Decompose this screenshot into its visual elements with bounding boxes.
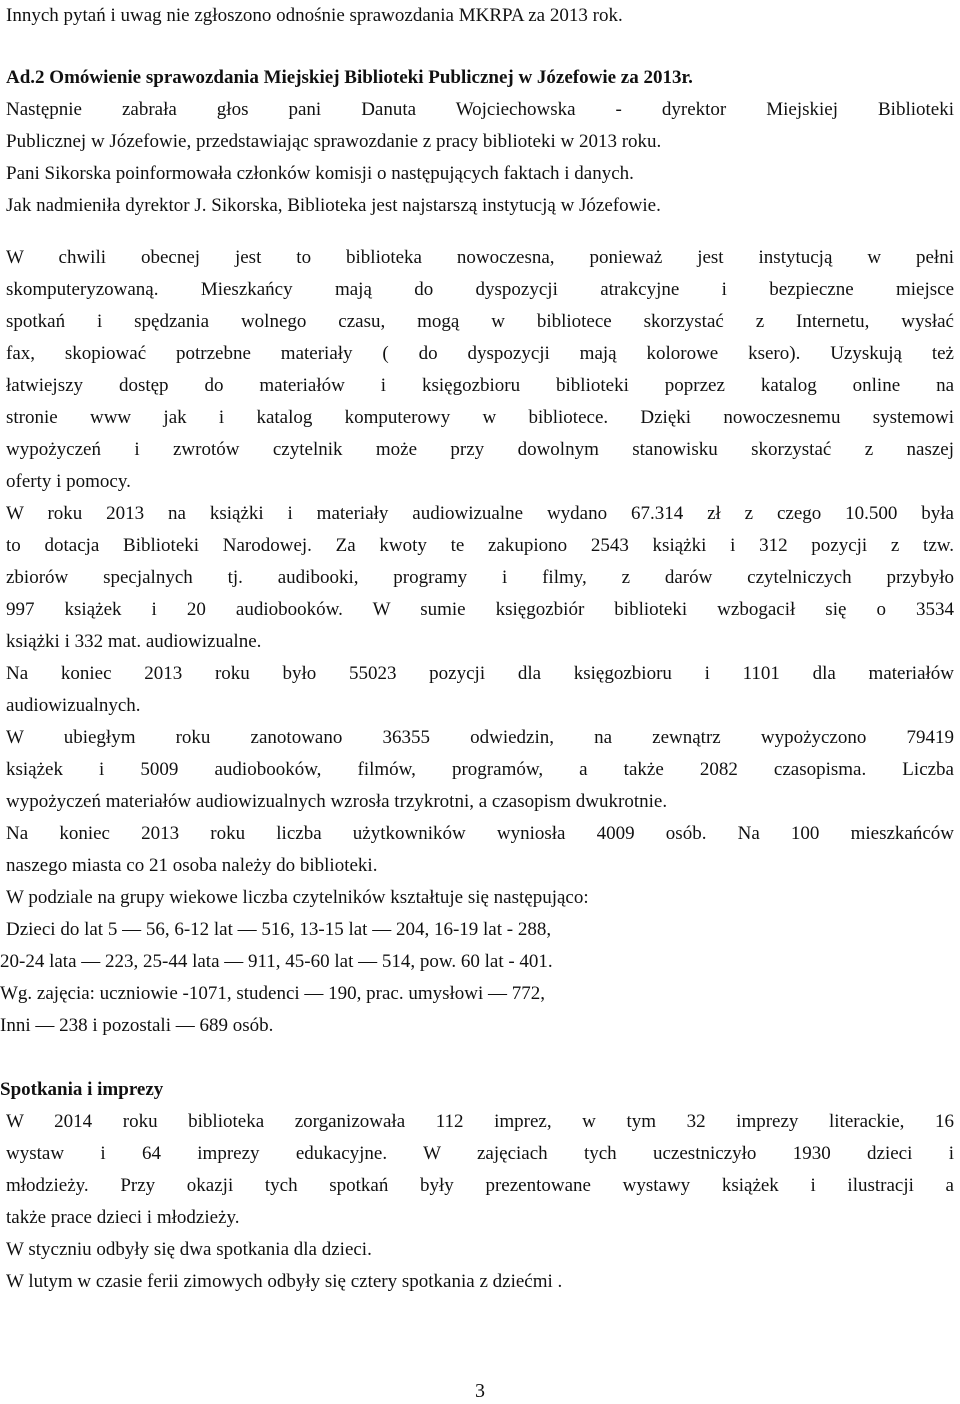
- paragraph-line: Pani Sikorska poinformowała członków komisji o następujących faktach i danych.: [6, 163, 634, 184]
- paragraph-line: W ubiegłym roku zanotowano 36355 odwiedzin, na zewnątrz wypożyczono 79419: [6, 727, 954, 748]
- age-group-line: Dzieci do lat 5 — 56, 6-12 lat — 516, 13-15 lat — 204, 16-19 lat - 288,: [6, 919, 552, 940]
- paragraph-line: Na koniec 2013 roku było 55023 pozycji dla księgozbioru i 1101 dla materiałów: [6, 663, 954, 684]
- paragraph-line: książki i 332 mat. audiowizualne.: [6, 631, 262, 652]
- paragraph-line: Jak nadmieniła dyrektor J. Sikorska, Biblioteka jest najstarszą instytucją w Józefowie.: [6, 195, 661, 216]
- paragraph-line: zbiorów specjalnych tj. audibooki, programy i filmy, z darów czytelniczych przybyło: [6, 567, 954, 588]
- paragraph-line: naszego miasta co 21 osoba należy do biblioteki.: [6, 855, 378, 876]
- paragraph-line: audiowizualnych.: [6, 695, 141, 716]
- paragraph-line: także prace dzieci i młodzieży.: [6, 1207, 240, 1228]
- occupation-line: Inni — 238 i pozostali — 689 osób.: [0, 1015, 274, 1036]
- age-group-line: 20-24 lata — 223, 25-44 lata — 911, 45-60 lat — 514, pow. 60 lat - 401.: [0, 951, 553, 972]
- paragraph-line: skomputeryzowaną. Mieszkańcy mają do dyspozycji atrakcyjne i bezpieczne miejsce: [6, 279, 954, 300]
- section-heading: Ad.2 Omówienie sprawozdania Miejskiej Biblioteki Publicznej w Józefowie za 2013r.: [6, 67, 693, 88]
- paragraph-line: W lutym w czasie ferii zimowych odbyły się cztery spotkania z dziećmi .: [6, 1271, 563, 1292]
- paragraph-line: wypożyczeń materiałów audiowizualnych wzrosła trzykrotni, a czasopism dwukrotnie.: [6, 791, 668, 812]
- paragraph-line: W styczniu odbyły się dwa spotkania dla dzieci.: [6, 1239, 372, 1260]
- paragraph-line: łatwiejszy dostęp do materiałów i księgozbioru biblioteki poprzez katalog online na: [6, 375, 954, 396]
- paragraph-line: 997 książek i 20 audiobooków. W sumie księgozbiór biblioteki wzbogacił się o 3534: [6, 599, 954, 620]
- paragraph-line: W chwili obecnej jest to biblioteka nowoczesna, ponieważ jest instytucją w pełni: [6, 247, 954, 268]
- paragraph-line: fax, skopiować potrzebne materiały ( do dyspozycji mają kolorowe ksero). Uzyskują też: [6, 343, 954, 364]
- paragraph-line: stronie www jak i katalog komputerowy w bibliotece. Dzięki nowoczesnemu systemowi: [6, 407, 954, 428]
- occupation-line: Wg. zajęcia: uczniowie -1071, studenci — 190, prac. umysłowi — 772,: [0, 983, 546, 1004]
- paragraph-line: młodzieży. Przy okazji tych spotkań były prezentowane wystawy książek i ilustracji a: [6, 1175, 954, 1196]
- paragraph-line: to dotacja Biblioteki Narodowej. Za kwoty te zakupiono 2543 książki i 312 pozycji z tzw.: [6, 535, 954, 556]
- paragraph-line: Publicznej w Józefowie, przedstawiając sprawozdanie z pracy biblioteki w 2013 roku.: [6, 131, 662, 152]
- paragraph-line: Następnie zabrała głos pani Danuta Wojciechowska - dyrektor Miejskiej Biblioteki: [6, 99, 954, 120]
- paragraph-line: W roku 2013 na książki i materiały audiowizualne wydano 67.314 zł z czego 10.500 była: [6, 503, 954, 524]
- paragraph-line: wypożyczeń i zwrotów czytelnik może przy dowolnym stanowisku skorzystać z naszej: [6, 439, 954, 460]
- section-heading: Spotkania i imprezy: [0, 1079, 164, 1100]
- paragraph-line: Na koniec 2013 roku liczba użytkowników wyniosła 4009 osób. Na 100 mieszkańców: [6, 823, 954, 844]
- paragraph-line: oferty i pomocy.: [6, 471, 131, 492]
- paragraph-line: książek i 5009 audiobooków, filmów, programów, a także 2082 czasopisma. Liczba: [6, 759, 954, 780]
- paragraph-line: W podziale na grupy wiekowe liczba czytelników kształtuje się następująco:: [6, 887, 589, 908]
- page-number: 3: [475, 1380, 485, 1402]
- paragraph-line: spotkań i spędzania wolnego czasu, mogą w bibliotece skorzystać z Internetu, wysłać: [6, 311, 954, 332]
- paragraph-line: wystaw i 64 imprezy edukacyjne. W zajęciach tych uczestniczyło 1930 dzieci i: [6, 1143, 954, 1164]
- paragraph-line: W 2014 roku biblioteka zorganizowała 112 imprez, w tym 32 imprezy literackie, 16: [6, 1111, 954, 1132]
- paragraph-line: Innych pytań i uwag nie zgłoszono odnośnie sprawozdania MKRPA za 2013 rok.: [6, 5, 623, 26]
